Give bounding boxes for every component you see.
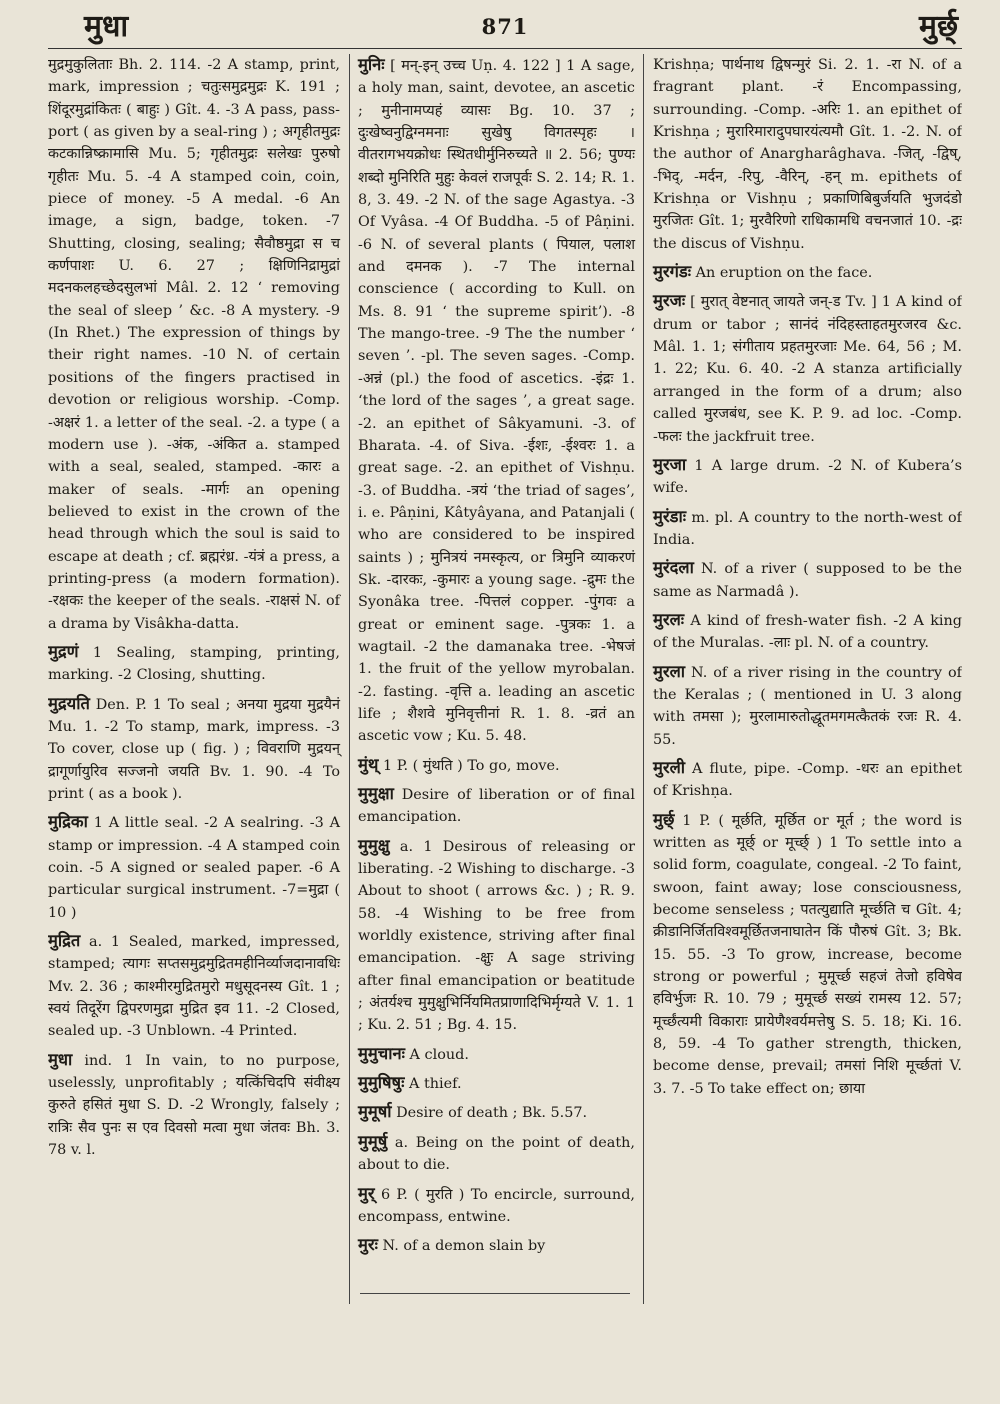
entry-headword: मुमूर्षु — [358, 1131, 388, 1151]
entry-definition: A flute, pipe. -Comp. -धरः an epithet of Krishṇa. — [653, 760, 962, 800]
entry-headword: मुनिः — [358, 55, 385, 74]
entry-definition: A thief. — [404, 1076, 462, 1093]
page-header — [48, 0, 962, 48]
entry-headword: मुरंदला — [653, 558, 694, 578]
dictionary-entry — [358, 1234, 635, 1257]
column-2 — [349, 54, 644, 1304]
dictionary-entry — [358, 1101, 635, 1124]
dictionary-entry — [358, 783, 635, 829]
entry-headword: मुद्रिका — [48, 812, 88, 832]
entry-headword: मुरजा — [653, 454, 687, 474]
entry-definition: 1 P. ( मूर्छति, मूर्छित or मूर्त ; the word is written as मूर्छ् or मूर्च्छ् ) 1 To settle into a solid form, coagulate, congeal. -2 To faint, swoon, faint away; lose consciousness, become senseless ; पतत्युद्याति मूर्च्छति च Gît. 4; क्रीडानिर्जितविश्वमूर्छितजनाघातेन किं पौरुषं Gît. 3; Bk. 15. 55. -3 To grow, increase, become strong or powerful ; मुमूर्च्छ सहजं तेजो हविषेव हविर्भुजः R. 10. 79 ; मुमूर्च्छ सख्यं रामस्य 12. 57; मूर्च्छंत्यमी विकाराः प्रायेणैश्वर्यमत्तेषु S. 5. 18; Ki. 16. 8, 59. -4 To gather strength, thicken, become dense, prevail; तमसां निशि मूर्च्छतां V. 3. 7. -5 To take effect on; छाया — [653, 812, 962, 1097]
entry-headword: मुरगंडः — [653, 262, 692, 282]
entry-headword: मुरली — [653, 757, 686, 777]
entry-definition: 1 A large drum. -2 N. of Kubera’s wife. — [653, 457, 962, 497]
entry-definition: 1 Sealing, stamping, printing, marking. -2 Closing, shutting. — [48, 644, 340, 684]
entry-headword: मुरला — [653, 661, 686, 681]
dictionary-entry — [48, 693, 340, 806]
entry-definition: ind. 1 In vain, to no purpose, uselessly, unprofitably ; यत्किंचिदपि संवीक्ष्य कुरुते हसितं मुधा S. D. -2 Wrongly, falsely ; रात्रिः सैव पुनः स एव दिवसो मत्वा मुधा जंतवः Bh. 3. 78 v. l. — [48, 1052, 340, 1159]
column-1 — [48, 54, 349, 1304]
entry-definition: N. of a demon slain by — [377, 1238, 546, 1255]
entry-definition: [ मन्-इन् उच्च Uṇ. 4. 122 ] 1 A sage, a holy man, saint, devotee, an ascetic ; मुनीनामप्यहं व्यासः Bg. 10. 37 ; दुःखेष्वनुद्विग्नमनाः सुखेषु विगतस्पृहः । वीतरागभयक्रोधः स्थितधीर्मुनिरुच्यते ॥ 2. 56; पुण्यः शब्दो मुनिरिति मुहुः केवलं राजपूर्वः S. 2. 14; R. 1. 8, 3. 49. -2 N. of the sage Agastya. -3 Of Vyâsa. -4 Of Buddha. -5 of Pâṇini. -6 N. of several plants ( पियाल, पलाश and दमनक ). -7 The internal conscience ( according to Kull. on Ms. 8. 91 ‘ the supreme spirit’). -8 The mango-tree. -9 The the number ‘ seven ’. -pl. The seven sages. -Comp. -अन्नं (pl.) the food of ascetics. -इंद्रः 1. ‘the lord of the sages ’, a great sage. -2. an epithet of Sâkyamuni. -3. of Bharata. -4. of Siva. -ईशः, -ईश्वरः 1. a great sage. -2. an epithet of Vishṇu. -3. of Buddha. -त्रयं ‘the triad of sages’, i. e. Pâṇini, Kâtyâyana, and Patanjali ( who are considered to be inspired saints ) ; मुनित्रयं नमस्कृत्य, or त्रिमुनि व्याकरणं Sk. -दारकः, -कुमारः a young sage. -द्रुमः the Syonâka tree. -पित्तलं copper. -पुंगवः a great or eminent sage. -पुत्रकः 1. a wagtail. -2 the damanaka tree. -भेषजं 1. the fruit of the yellow myrobalan. -2. fasting. -वृत्ति a. leading an ascetic life ; शैशवे मुनिवृत्तीनां R. 1. 8. -व्रतं an ascetic vow ; Ku. 5. 48. — [358, 58, 635, 745]
dictionary-entry — [653, 757, 962, 803]
entry-headword: मुमुचानः — [358, 1043, 405, 1063]
entry-definition: 1 P. ( मुंथति ) To go, move. — [378, 757, 560, 774]
dictionary-entry — [358, 1072, 635, 1095]
dictionary-entry — [358, 1043, 635, 1066]
entry-headword: मुमुक्षु — [358, 835, 390, 855]
entry-definition: A cloud. — [404, 1046, 469, 1063]
entry-definition: Desire of death ; Bk. 5.57. — [391, 1105, 588, 1122]
dictionary-entry — [358, 54, 635, 748]
entry-headword: मुरलः — [653, 609, 685, 629]
dictionary-entry — [48, 1049, 340, 1162]
entry-headword: मुरंडाः — [653, 506, 687, 526]
entry-definition: a. 1 Desirous of releasing or liberating. -2 Wishing to discharge. -3 About to shoot ( arrows &c. ) ; R. 9. 58. -4 Wishing to be free from worldly existence, striving after final emancipation. -क्षुः A sage striving after final emancipation or beatitude ; अंतर्यश्च मुमुक्षुभिर्नियमितप्राणादिभिर्मृग्यते V. 1. 1 ; Ku. 2. 51 ; Bg. 4. 15. — [358, 838, 635, 1034]
dictionary-entry — [48, 54, 340, 635]
dictionary-entry — [653, 609, 962, 655]
dictionary-entry — [358, 1183, 635, 1229]
entry-headword: मुरः — [358, 1235, 378, 1255]
entry-headword: मुरजः — [653, 291, 686, 311]
header-right-guideword: मुर्छ् — [919, 9, 958, 44]
entry-headword: मुमूर्षा — [358, 1102, 392, 1122]
entry-headword: मुधा — [48, 1049, 73, 1069]
header-rule — [48, 48, 962, 49]
column-3 — [644, 54, 962, 1304]
entry-definition: [ मुरात् वेष्टनात् जायते जन्-ड Tv. ] 1 A kind of drum or tabor ; सानंदं नंदिहस्ताहतमुरजरव &c. Mâl. 1. 1; संगीताय प्रहतमुरजाः Me. 64, 56 ; M. 1. 22; Ku. 6. 40. -2 A stanza artificially arranged in the form of a drum; also called मुरजबंध, see K. P. 9. ad loc. -Comp. -फलः the jackfruit tree. — [653, 294, 962, 445]
entry-definition: Den. P. 1 To seal ; अनया मुद्रया मुद्रयैनं Mu. 1. -2 To stamp, mark, impress. -3 To cover, close up ( fig. ) ; विवराणि मुद्रयन् द्रागूर्णायुरिव सज्जनो जयति Bv. 1. 90. -4 To print ( as a book ). — [48, 696, 340, 802]
entry-headword: मुर् — [358, 1183, 375, 1203]
entry-definition: a. 1 Sealed, marked, impressed, stamped; त्यागः सप्तसमुद्रमुद्रितमहीनिर्व्याजदानावधिः Mv. 2. 36 ; काश्मीरमुद्रितमुरो मधुसूदनस्य Gît. 1 ; स्वयं तिदूरेंग द्विपरणमुद्रा मुद्रित इव 11. -2 Closed, sealed up. -3 Unblown. -4 Printed. — [48, 934, 340, 1040]
entry-definition: N. of a river rising in the country of the Keralas ; ( mentioned in U. 3 along with तमसा ); मुरलामारुतोद्धूतमगमत्कैतकं रजः R. 4. 55. — [653, 664, 962, 748]
entry-headword: मुमुक्षा — [358, 784, 394, 803]
entry-headword: मुद्रित — [48, 931, 81, 951]
entry-definition: 1 A little seal. -2 A sealring. -3 A stamp or impression. -4 A stamped coin coin. -5 A signed or sealed paper. -6 A particular surgical instrument. -7=मुद्रा ( 10 ) — [48, 815, 340, 921]
dictionary-entry — [358, 754, 635, 777]
dictionary-entry — [48, 641, 340, 687]
dictionary-entry — [653, 54, 962, 255]
entry-definition: N. of a river ( supposed to be the same as Narmadâ ). — [653, 561, 962, 600]
entry-definition: A kind of fresh-water fish. -2 A king of the Muralas. -लाः pl. N. of a country. — [653, 612, 962, 652]
dictionary-entry — [48, 811, 340, 924]
page-number: 871 — [481, 14, 529, 39]
dictionary-entry — [653, 661, 962, 751]
dictionary-entry — [358, 835, 635, 1037]
entry-definition: Krishṇa; पार्थनाथ द्विषन्मुरं Si. 2. 1. -रा N. of a fragrant plant. -रं Encompassing, surrounding. -Comp. -अरिः 1. an epithet of Krishṇa ; मुरारिमारादुपघारयंत्यमौ Gît. 1. -2. N. of the author of Anargharâghava. -जित्, -द्विष्, -भिद्, -मर्दन, -रिपु, -वैरिन्, -हन् m. epithets of Krishṇa or Vishṇu ; प्रकाणिबिबुर्जयति भुजदंडो मुरजितः Gît. 1; मुरवैरिणो राधिकामधि वचनजातं 10. -द्रः the discus of Vishṇu. — [653, 57, 962, 252]
dictionary-entry — [358, 1131, 635, 1177]
entry-definition: Desire of liberation or of final emancipation. — [358, 787, 635, 826]
dictionary-entry — [653, 809, 962, 1100]
dictionary-entry — [653, 557, 962, 603]
dictionary-entry — [653, 454, 962, 500]
header-left-guideword: मुधा — [84, 9, 129, 44]
entry-definition: मुद्रमुकुलिताः Bh. 2. 114. -2 A stamp, print, mark, impression ; चतुःसमुद्रमुद्रः K. 191 ; शिंदूरमुद्रांकितः ( बाहुः ) Gît. 4. -3 A pass, pass-port ( as given by a seal-ring ) ; अगृहीतमुद्रः कटकान्निष्क्रामासि Mu. 5; गृहीतमुद्रः सलेखः पुरुषो गृहीतः Mu. 5. -4 A stamped coin, coin, piece of money. -5 A medal. -6 An image, a sign, badge, token. -7 Shutting, closing, sealing; सैवौष्ठमुद्रा स च कर्णपाशः U. 6. 27 ; क्षिणिनिद्रामुद्रां मदनकलहच्छेदसुलभां Mâl. 2. 12 ‘ removing the seal of sleep ’ &c. -8 A mystery. -9 (In Rhet.) The expression of things by their right names. -10 N. of certain positions of the fingers practised in devotion or religious worship. -Comp. -अक्षरं 1. a letter of the seal. -2. a type ( a modern use ). -अंक, -अंकित a. stamped with a seal, sealed, stamped. -कारः a maker of seals. -मार्गः an opening believed to exist in the crown of the head through which the soul is said to escape at death ; cf. ब्रह्मरंध्र. -यंत्रं a press, a printing-press (a modern formation). -रक्षकः the keeper of the seals. -राक्षसं N. of a drama by Visâkha-datta. — [48, 57, 340, 632]
dictionary-entry — [653, 290, 962, 447]
entry-headword: मुंथ् — [358, 754, 379, 774]
entry-headword: मुद्रणं — [48, 641, 79, 661]
entry-headword: मुद्रयति — [48, 693, 90, 713]
entry-definition: An eruption on the face. — [691, 265, 873, 282]
dictionary-entry — [653, 261, 962, 284]
entry-definition: m. pl. A country to the north-west of India. — [653, 509, 962, 548]
dictionary-entry — [48, 930, 340, 1043]
columns — [48, 54, 962, 1304]
entry-headword: मुर्छ् — [653, 809, 675, 829]
entry-definition: 6 P. ( मुरति ) To encircle, surround, encompass, entwine. — [358, 1186, 635, 1225]
dictionary-entry — [653, 506, 962, 552]
column-end-rule — [360, 1293, 630, 1294]
entry-headword: मुमुषिषुः — [358, 1073, 405, 1093]
entry-definition: a. Being on the point of death, about to die. — [358, 1134, 635, 1174]
